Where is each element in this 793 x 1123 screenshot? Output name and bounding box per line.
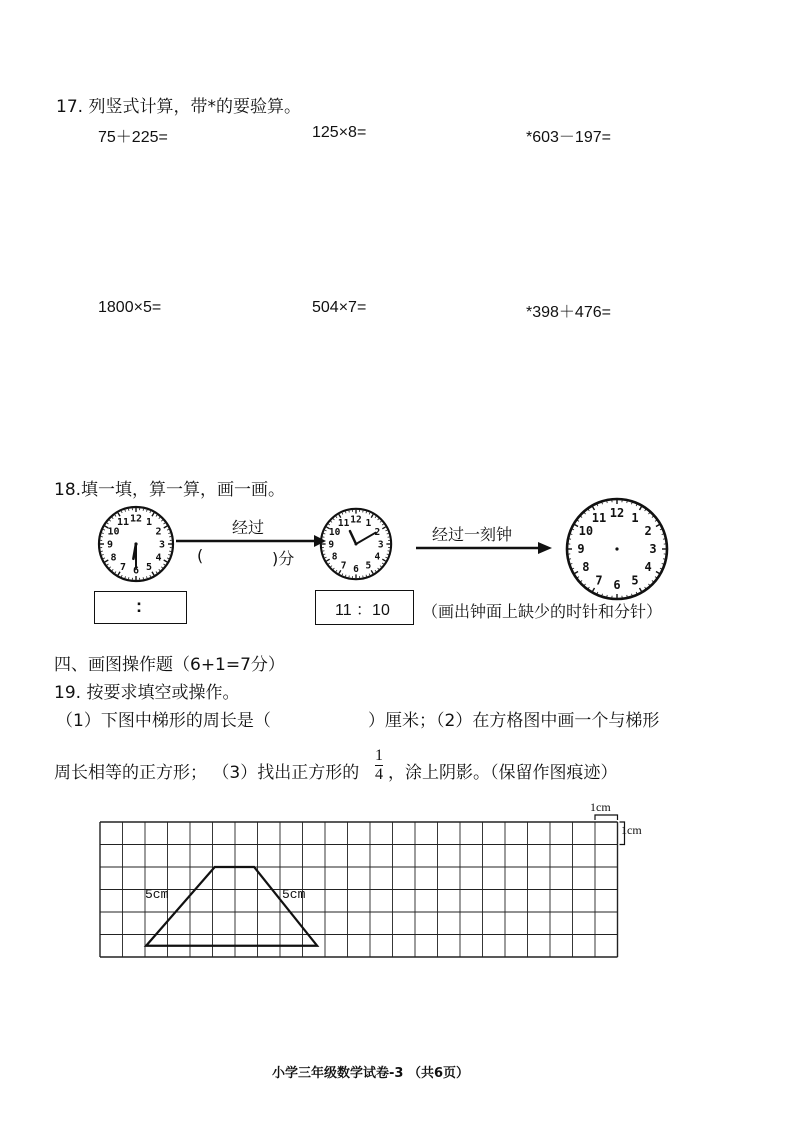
q19-line2-b: ，涂上阴影。（保留作图痕迹） [388, 763, 618, 783]
clock-number: 8 [110, 552, 117, 564]
clock-number: 7 [119, 562, 127, 574]
clock-number: 3 [158, 539, 166, 551]
clock-number: 12 [609, 506, 625, 521]
clock-number: 9 [106, 539, 114, 551]
q18-title: 18.填一填，算一算，画一画。 [54, 480, 286, 500]
blank-open: ( [197, 546, 204, 565]
clock-number: 10 [328, 526, 341, 538]
time-answer-box[interactable] [94, 591, 187, 624]
clock-number: 11 [337, 517, 350, 529]
clock-number: 5 [631, 573, 639, 588]
clock-number: 10 [578, 524, 594, 539]
clock-3 [564, 496, 670, 602]
clock-number: 5 [365, 560, 372, 572]
fraction-one-quarter [375, 748, 383, 783]
clock-number: 11 [116, 516, 130, 528]
arrow-2-label: 经过一刻钟 [432, 525, 513, 544]
problem-1: 75＋225= [98, 129, 168, 146]
clock-number: 9 [577, 542, 585, 557]
time-answer-colon: : [136, 596, 142, 616]
q19-title: 19. 按要求填空或操作。 [54, 683, 240, 703]
clock-number: 7 [595, 573, 603, 588]
clock-number: 4 [155, 552, 162, 564]
clock-number: 10 [107, 526, 120, 538]
q19-line1-b: ）厘米；（2）在方格图中画一个与梯形 [368, 711, 660, 731]
clock-number: 3 [649, 542, 657, 557]
unit-bracket-top [595, 815, 618, 820]
clock-number: 3 [377, 539, 384, 551]
clock-note: （画出钟面上缺少的时针和分针） [422, 602, 663, 621]
clock-number: 9 [328, 539, 335, 551]
page-footer: 小学三年级数学试卷-3 （共6页） [272, 1066, 470, 1081]
problem-3: *603－197= [526, 129, 611, 146]
problem-2: 125×8= [312, 124, 367, 141]
trapezoid-label-left: 5cm [145, 887, 169, 902]
clock-number: 1 [631, 511, 639, 526]
problem-5: 504×7= [312, 299, 367, 316]
clock-number: 5 [145, 562, 153, 574]
clock-number: 6 [353, 564, 359, 576]
clock-number: 6 [132, 565, 140, 577]
clock-number: 4 [374, 551, 381, 563]
q19-line2-a: 周长相等的正方形； （3）找出正方形的 [54, 763, 360, 783]
clock-number: 8 [582, 560, 590, 575]
blank-close-minutes: )分 [272, 549, 295, 568]
time-given-box [315, 590, 414, 625]
clock-number: 1 [145, 516, 153, 528]
trapezoid-label-right: 5cm [282, 887, 306, 902]
clock-number: 7 [340, 560, 347, 572]
fraction-denominator: 4 [375, 766, 383, 783]
clock-number: 11 [591, 511, 607, 526]
clock-number: 4 [644, 560, 652, 575]
trapezoid [146, 867, 317, 946]
clock-number: 2 [374, 526, 381, 538]
clock-center [615, 547, 618, 550]
clock-number: 6 [613, 578, 621, 593]
clock-number: 2 [644, 524, 652, 539]
unit-label-side: 1cm [621, 823, 642, 837]
problem-4: 1800×5= [98, 299, 162, 316]
time-given-value: 11 ：10 [335, 602, 390, 619]
clock-number: 8 [331, 551, 338, 563]
q19-line1-a: （1）下图中梯形的周长是（ [56, 711, 271, 731]
section-4-title: 四、画图操作题（6+1=7分） [54, 655, 285, 675]
grid-lines [100, 822, 618, 957]
unit-label-top: 1cm [590, 800, 611, 814]
fraction-numerator: 1 [375, 747, 383, 764]
q17-title: 17. 列竖式计算，带*的要验算。 [56, 97, 301, 117]
problem-6: *398＋476= [526, 304, 611, 321]
clock-number: 12 [129, 513, 143, 525]
clock-number: 2 [155, 526, 162, 538]
clock-1 [96, 504, 176, 584]
clock-number: 1 [365, 517, 372, 529]
arrow-1-label: 经过 [232, 518, 265, 537]
clock-number: 12 [350, 514, 362, 526]
clock-2 [318, 506, 394, 582]
square-grid[interactable] [98, 820, 628, 980]
